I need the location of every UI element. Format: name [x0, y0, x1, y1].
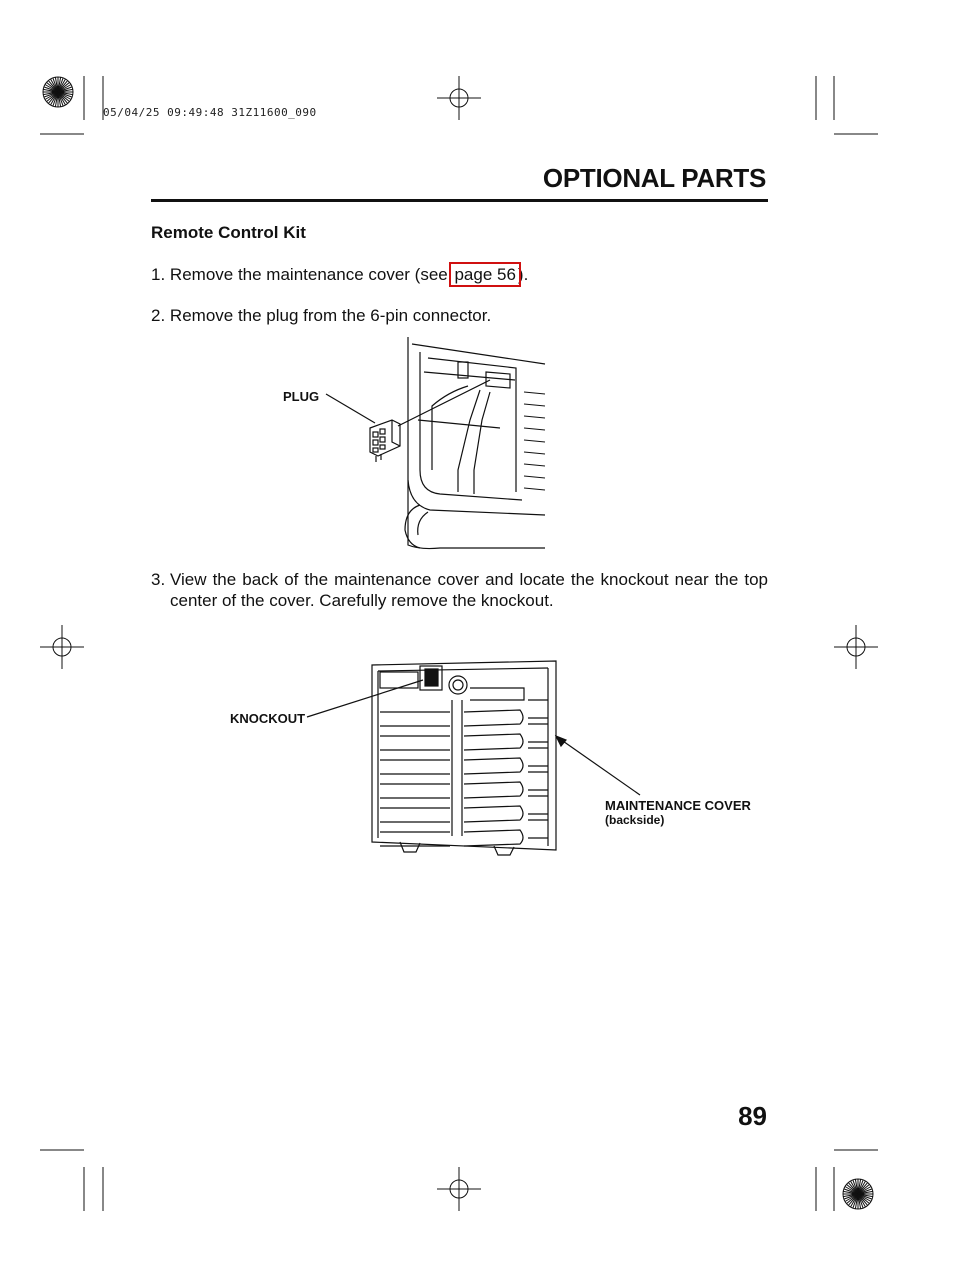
maintenance-cover-callout: MAINTENANCE COVER: [605, 798, 751, 813]
section-title: OPTIONAL PARTS: [542, 163, 766, 193]
page-56-link[interactable]: page 56: [454, 265, 516, 284]
step-3-text: View the back of the maintenance cover and locate the knockout near the top center of the cover. Carefully remove the knockout.: [170, 570, 768, 610]
step-1-text: Remove the maintenance cover (see: [169, 265, 453, 284]
step-2-text: Remove the plug from the 6-pin connector.: [169, 306, 492, 325]
plug-callout: PLUG: [283, 389, 320, 404]
step-2-number: 2.: [151, 306, 166, 325]
print-timestamp: 05/04/25 09:49:48 31Z11600_090: [103, 106, 317, 119]
page-number: 89: [738, 1101, 767, 1131]
step-1-text-end: ).: [517, 265, 529, 284]
maintenance-cover-callout-sub: (backside): [605, 813, 665, 827]
step-3-number: 3.: [151, 570, 166, 589]
knockout-callout: KNOCKOUT: [230, 711, 306, 726]
step-1-number: 1.: [151, 265, 166, 284]
subheading: Remote Control Kit: [151, 223, 306, 242]
